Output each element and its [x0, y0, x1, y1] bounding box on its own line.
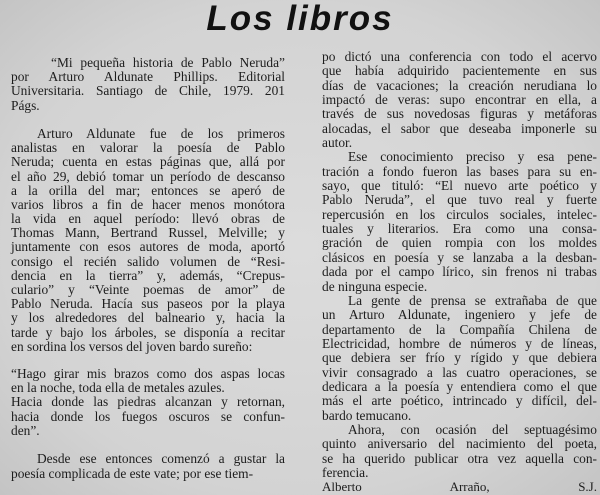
- text-line: de ninguna especie.: [322, 278, 428, 294]
- text-line: Thomas Mann, Bertrand Russel, Melville; y: [11, 225, 285, 241]
- text-line: impactó de veras: supo encontrar en ella, a: [322, 92, 597, 108]
- text-line: dedicara a la poesía y entendiera como el que: [322, 378, 597, 394]
- text-line: más el arte poético, intrincado y difícil, del-: [322, 393, 597, 409]
- author-signature: Alberto Arraño, S.J.: [322, 479, 597, 495]
- paragraph: [322, 294, 597, 423]
- text-line: en sordina los versos del joven bardo sureño:: [11, 338, 253, 354]
- left-column: [11, 56, 285, 481]
- text-line: consigo el recién salido volumen de “Resi-: [11, 253, 285, 269]
- text-line: Electricidad, hombre de números y de líneas,: [322, 335, 597, 351]
- text-line: departamento de la Compañía Chilena de: [322, 321, 597, 337]
- paragraph: [11, 452, 285, 480]
- text-line: Universitaria. Santiago de Chile, 1979. 201: [11, 83, 285, 99]
- text-line: Desde ese entonces comenzó a gustar la: [37, 451, 285, 467]
- paragraph: [11, 127, 285, 354]
- text-line: analistas en valorar la poesía de Pablo: [11, 140, 285, 156]
- paragraph: [322, 423, 597, 480]
- text-line: la vida en aquel período: llevó obras de: [11, 211, 285, 227]
- article-title: Los libros: [206, 0, 394, 38]
- text-line: repercusión en los circulos sociales, intelec-: [322, 206, 597, 222]
- text-line: a la orilla del mar; entonces se aperó de: [11, 182, 285, 198]
- text-line: tración a fondo fueron las bases para su en-: [322, 163, 597, 179]
- text-line: dada por el campo lírico, sin frenos ni trabas: [322, 264, 597, 280]
- text-line: se ha querido publicar otra vez aquella con-: [322, 450, 597, 466]
- paragraph: [322, 50, 597, 150]
- text-line: Arturo Aldunate fue de los primeros: [37, 125, 285, 141]
- text-line: en la noche, toda ella de metales azules.: [11, 380, 225, 396]
- text-line: un Arturo Aldunate, ingeniero y jefe de: [322, 307, 597, 323]
- text-line: varios libros a fin de hacer menos monótora: [11, 196, 285, 212]
- text-line: tarde y bajo los árboles, se disponía a recitar: [11, 324, 285, 340]
- text-line: po dictó una conferencia con todo el acervo: [322, 49, 597, 64]
- text-line: Hacia donde las piedras alcanzan y retornan,: [11, 394, 285, 410]
- paragraph: [322, 150, 597, 293]
- text-line: La gente de prensa se extrañaba de que: [348, 292, 597, 308]
- text-line: por Arturo Aldunate Phillips. Editorial: [11, 69, 285, 85]
- text-line: ferencia.: [322, 464, 369, 480]
- text-line: que debiera ser frío y rígido y que debiera: [322, 350, 597, 366]
- text-line: dencia en la tierra” y, además, “Crepus-: [11, 267, 285, 283]
- text-line: vivir consagrado a las cuatro operaciones, se: [322, 364, 597, 380]
- text-line: poesía complicada de este vate; por ese tiem-: [11, 465, 254, 481]
- text-line: sayo, que tituló: “El nuevo arte poético y: [322, 178, 597, 194]
- text-line: hacia donde los fuegos oscuros se confun-: [11, 408, 285, 424]
- text-line: culario” y “Veinte poemas de amor” de: [11, 282, 285, 297]
- text-line: través de sus novedosas figuras y metáforas: [322, 106, 597, 122]
- text-line: Págs.: [11, 97, 40, 113]
- text-line: y los alrededores del balneario y, hacia la: [11, 310, 285, 326]
- text-line: den”.: [11, 422, 40, 438]
- text-line: Pablo Neruda. Hacía sus paseos por la playa: [11, 296, 285, 312]
- text-line: quinto aniversario del nacimiento del poeta,: [322, 436, 597, 452]
- text-line: autor.: [322, 135, 353, 151]
- text-line: “Hago girar mis brazos como dos aspas locas: [11, 365, 285, 381]
- text-line: que había adquirido pacientemente en sus: [322, 63, 597, 79]
- text-line: “Mi pequeña historia de Pablo Neruda”: [51, 55, 285, 70]
- text-line: Ese conocimiento preciso y esa pene-: [348, 149, 597, 165]
- text-line: Pablo Neruda”, el que tuvo real y fuerte: [322, 192, 597, 208]
- text-line: el año 29, debió tomar un período de descanso: [11, 168, 285, 184]
- right-column: [322, 50, 597, 495]
- paragraph: [11, 56, 285, 113]
- text-line: clásicos en poesía y se lanzaba a la desban-: [322, 249, 597, 265]
- text-line: juntamente con esos autores de moda, aportó: [11, 239, 285, 255]
- text-line: Neruda; cuenta en estas páginas que, allá por: [11, 154, 285, 170]
- text-line: tuales y literarios. Era como una consa-: [322, 221, 597, 237]
- text-line: bardo temucano.: [322, 407, 412, 423]
- text-line: Ahora, con ocasión del septuagésimo: [348, 421, 597, 437]
- text-line: alocadas, el sabor que deseaba imponerle su: [322, 120, 597, 136]
- text-line: días de vacaciones; la creación nerudiana lo: [322, 77, 597, 93]
- text-line: gración de quien rompia con los moldes: [322, 235, 597, 251]
- paragraph: [11, 367, 285, 438]
